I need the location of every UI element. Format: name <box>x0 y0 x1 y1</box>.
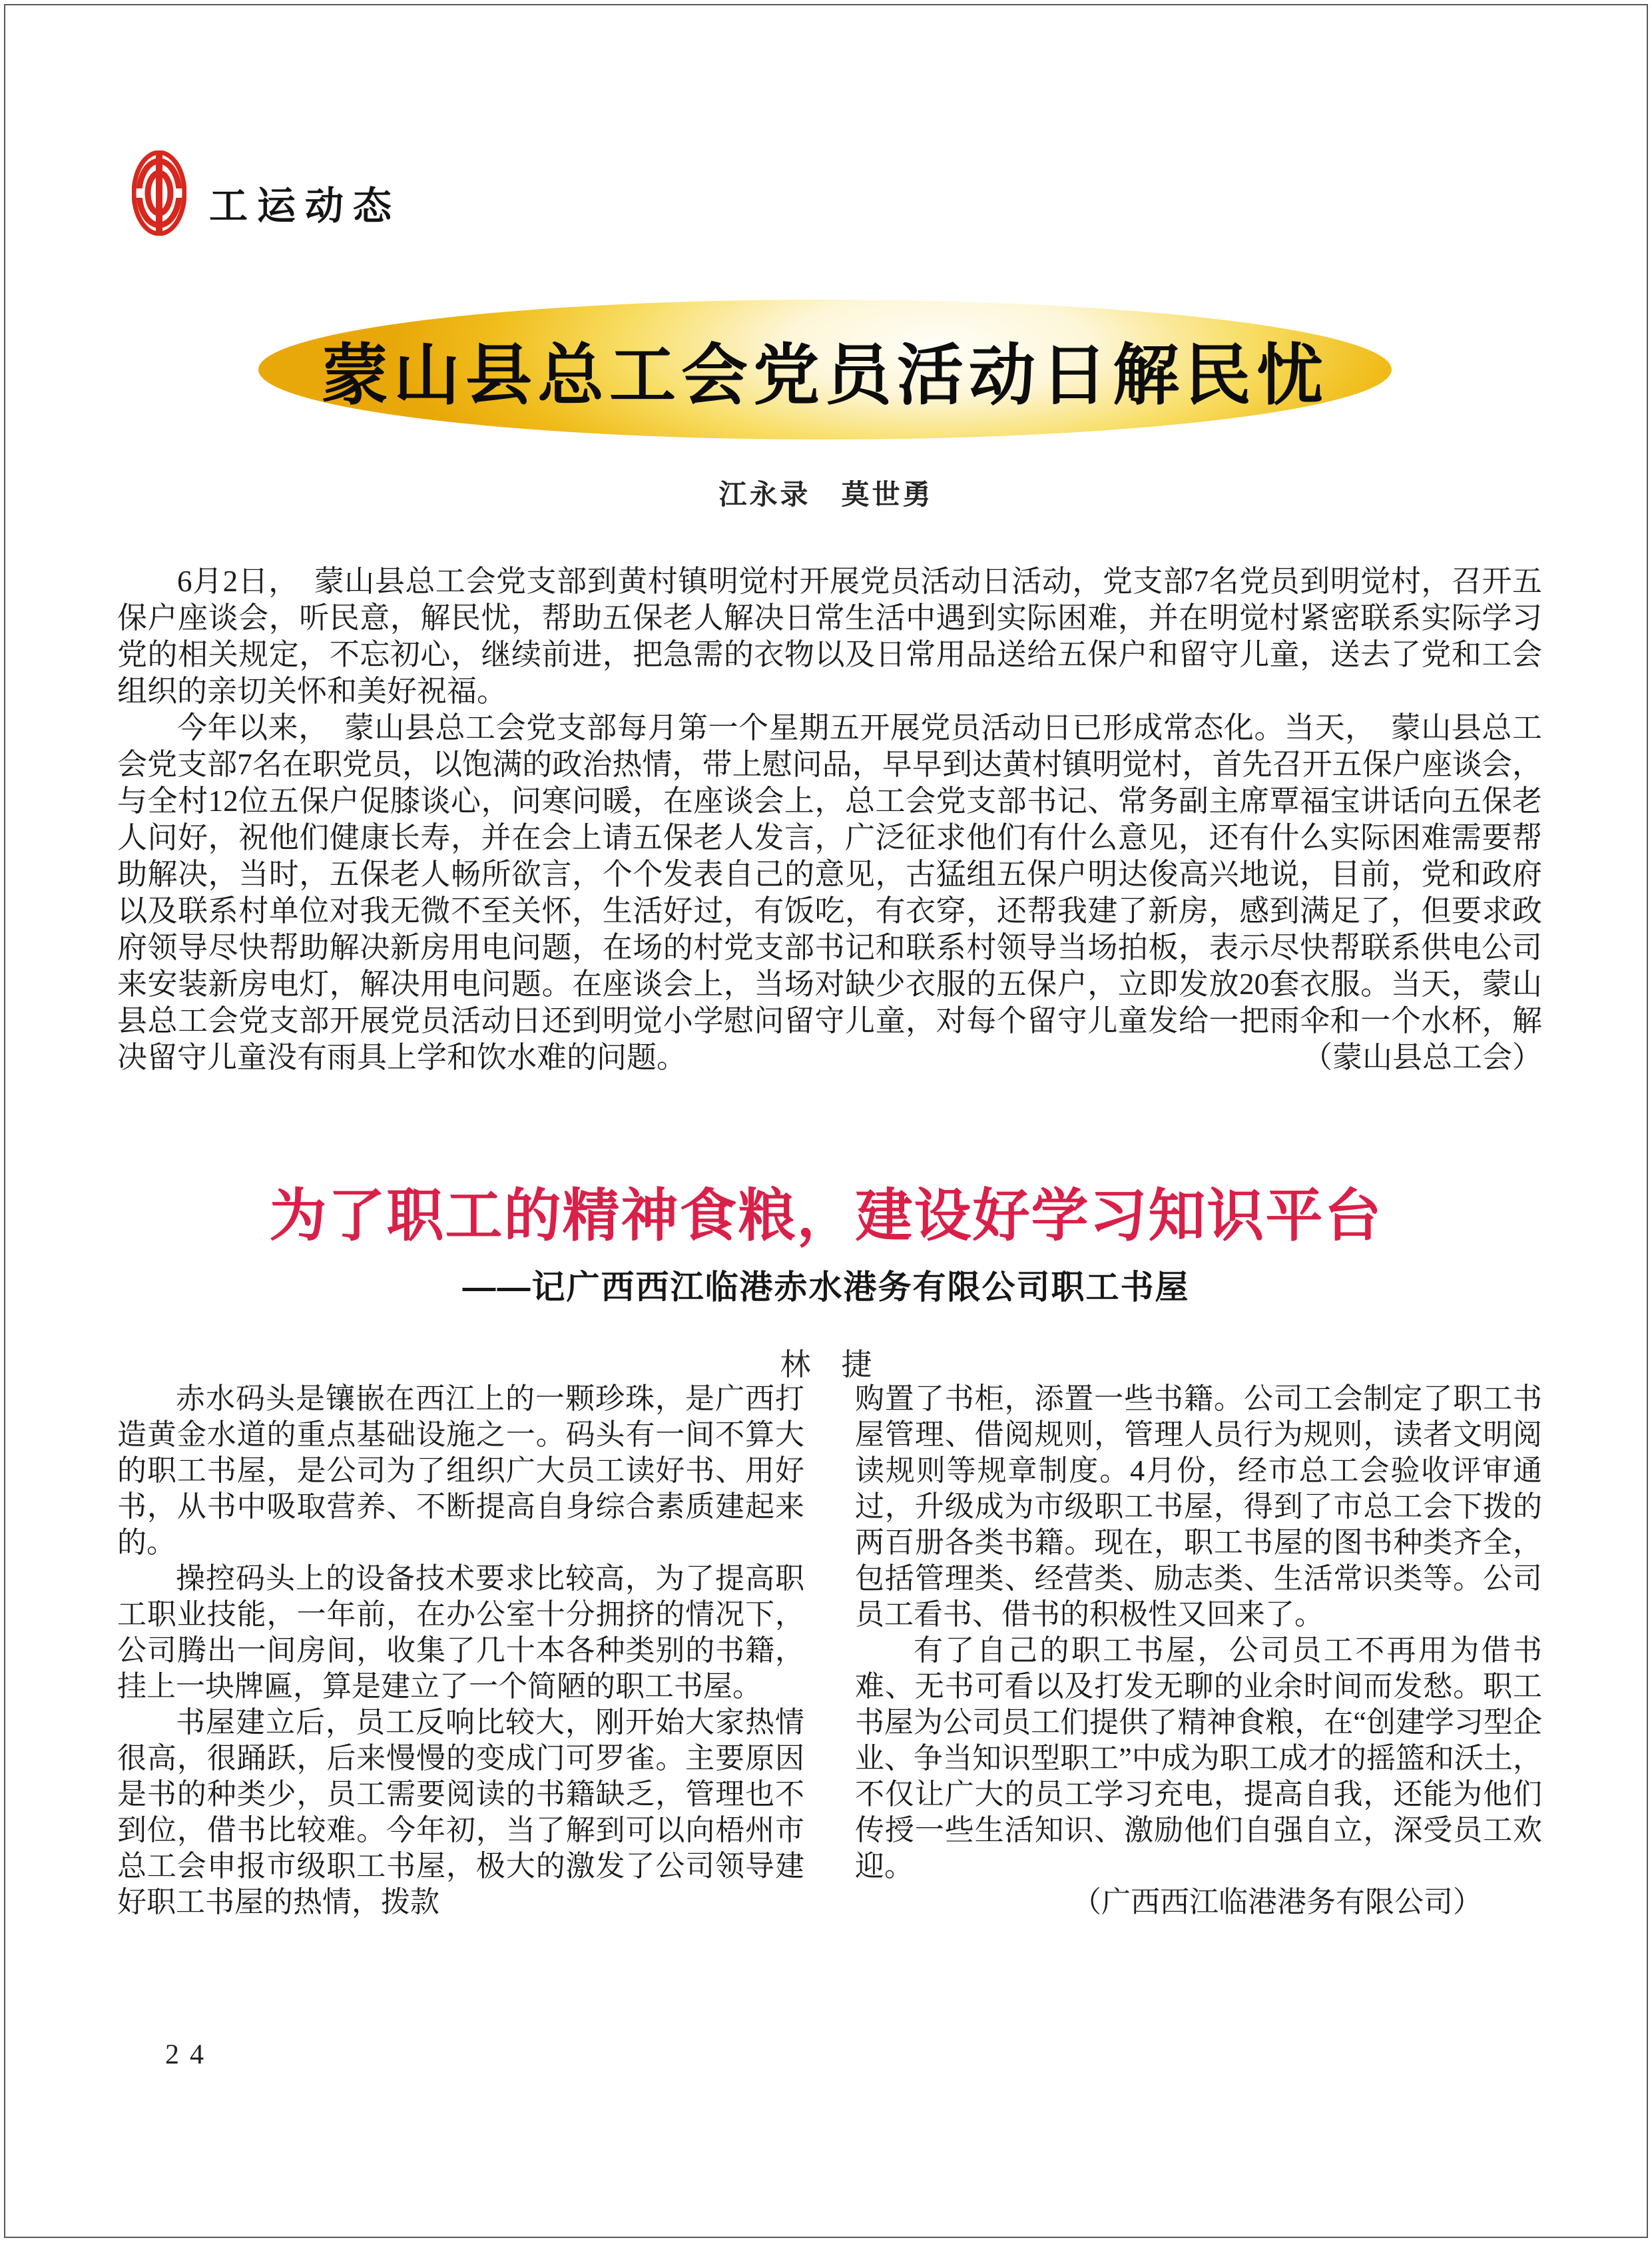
trade-union-logo-icon <box>132 150 186 236</box>
article2-paragraph: 赤水码头是镶嵌在西江上的一颗珍珠，是广西打造黄金水道的重点基础设施之一。码头有一间不算大的职工书屋，是公司为了组织广大员工读好书、用好书，从书中吸取营养、不断提高自身综合素质建起来的。 <box>117 1382 804 1559</box>
article1-authors: 江永录 莫世勇 <box>718 479 934 510</box>
article2-paragraph: 书屋建立后，员工反响比较大，刚开始大家热情很高，很踊跃，后来慢慢的变成门可罗雀。主要原因是书的种类少，员工需要阅读的书籍缺乏，管理也不到位，借书比较难。今年初，当了解到可以向梧州市总工会申报市级职工书屋，极大的激发了公司领导建好职工书屋的热情，拨款 <box>117 1706 804 1918</box>
article1-paragraph-text: 今年以来， 蒙山县总工会党支部每月第一个星期五开展党员活动日已形成常态化。当天， 蒙山县总工会党支部7名在职党员，以饱满的政治热情，带上慰问品，早早到达黄村镇明觉村，首先召开五保户座谈会，与全村12位五保户促膝谈心，问寒问暖，在座谈会上，总工会党支部书记、常务副主席覃福宝讲话向五保老人问好，祝他们健康长寿，并在会上请五保老人发言，广泛征求他们有什么意见，还有什么实际困难需要帮助解决，当时，五保老人畅所欲言，个个发表自己的意见，古猛组五保户明达俊高兴地说，目前，党和政府以及联系村单位对我无微不至关怀，生活好过，有饭吃，有衣穿，还帮我建了新房，感到满足了，但要求政府领导尽快帮助解决新房用电问题，在场的村党支部书记和联系村领导当场拍板，表示尽快帮联系供电公司来安装新房电灯，解决用电问题。在座谈会上，当场对缺少衣服的五保户，立即发放20套衣服。当天，蒙山县总工会党支部开展党员活动日还到明觉小学慰问留守儿童，对每个留守儿童发给一把雨伞和一个水杯，解决留守儿童没有雨具上学和饮水难的问题。 <box>117 711 1542 1074</box>
article1-paragraph <box>117 710 1542 1076</box>
article2-author: 林 捷 <box>780 1347 872 1382</box>
article2-attribution: （广西西江临港港务有限公司） <box>1072 1886 1482 1918</box>
article2-paragraph: 购置了书柜，添置一些书籍。公司工会制定了职工书屋管理、借阅规则，管理人员行为规则，读者文明阅读规则等规章制度。4月份，经市总工会验收评审通过，升级成为市级职工书屋，得到了市总工会下拨的两百册各类书籍。现在，职工书屋的图书种类齐全，包括管理类、经营类、励志类、生活常识类等。公司员工看书、借书的积极性又回来了。 <box>855 1382 1542 1631</box>
article2-title: 为了职工的精神食粮，建设好学习知识平台 <box>269 1184 1383 1248</box>
article2-body <box>117 1381 1542 1920</box>
article2-subtitle: ——记广西西江临港赤水港务有限公司职工书屋 <box>462 1268 1190 1306</box>
article2-column-right <box>855 1381 1542 1920</box>
page-number: 24 <box>165 2040 214 2070</box>
article1-title: 蒙山县总工会党员活动日解民忧 <box>322 339 1328 413</box>
article1-title-banner <box>258 300 1392 439</box>
article1-body <box>117 563 1542 1076</box>
article1-paragraph: 6月2日， 蒙山县总工会党支部到黄村镇明觉村开展党员活动日活动，党支部7名党员到明觉村，召开五保户座谈会，听民意，解民忧，帮助五保老人解决日常生活中遇到实际困难，并在明觉村紧密联系实际学习党的相关规定，不忘初心，继续前进，把急需的衣物以及日常用品送给五保户和留守儿童，送去了党和工会组织的亲切关怀和美好祝福。 <box>117 565 1542 708</box>
article2-column-left <box>117 1381 804 1920</box>
article2-paragraph: 有了自己的职工书屋，公司员工不再用为借书难、无书可看以及打发无聊的业余时间而发愁。职工书屋为公司员工们提供了精神食粮，在“创建学习型企业、争当知识型职工”中成为职工成才的摇篮和沃土，不仅让广大的员工学习充电，提高自我，还能为他们传授一些生活知识、激励他们自强自立，深受员工欢迎。 <box>855 1634 1542 1882</box>
article1-attribution: （蒙山县总工会） <box>1302 1041 1542 1074</box>
section-title: 工运动态 <box>209 184 402 228</box>
article2-paragraph: 操控码头上的设备技术要求比较高，为了提高职工职业技能，一年前，在办公室十分拥挤的情况下，公司腾出一间房间，收集了几十本各种类别的书籍，挂上一块牌匾，算是建立了一个简陋的职工书屋。 <box>117 1562 804 1703</box>
